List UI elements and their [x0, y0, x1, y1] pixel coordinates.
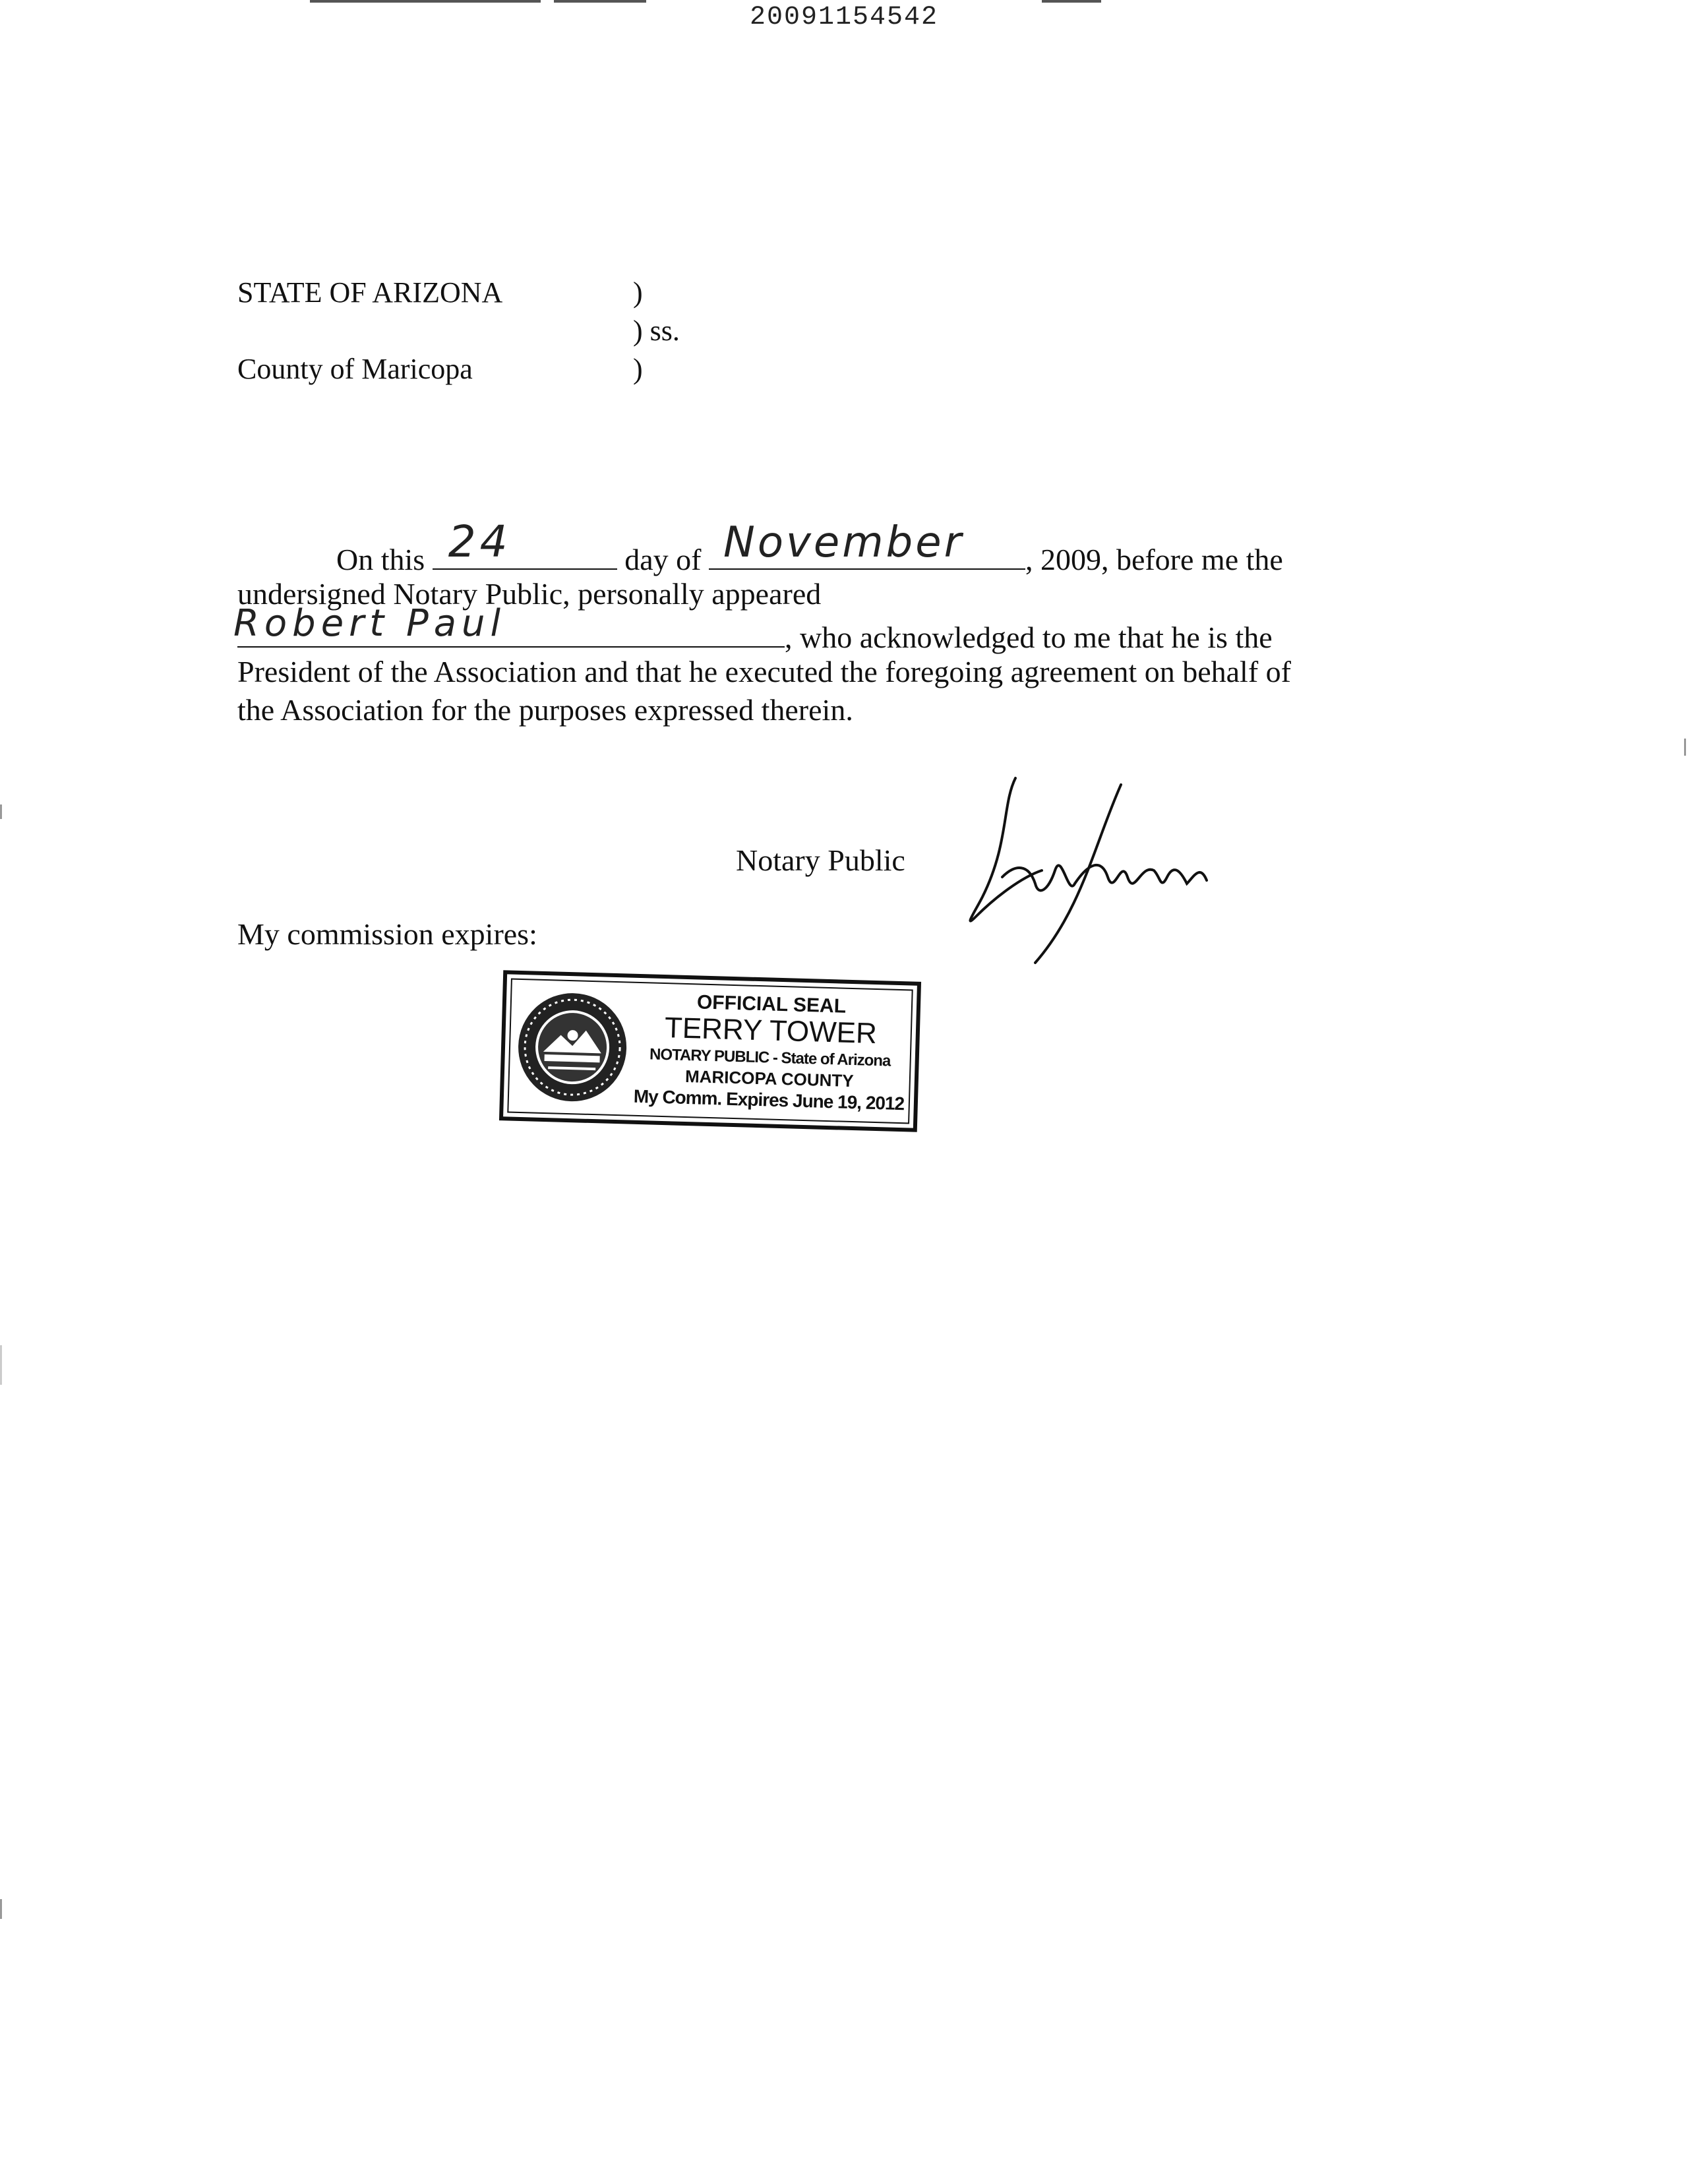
line1-prefix: On this — [336, 543, 425, 576]
day-field — [433, 516, 617, 570]
notary-signature-icon — [963, 765, 1213, 976]
scan-edge-mark — [0, 1899, 2, 1919]
scan-edge-mark — [0, 1345, 2, 1385]
acknowledgment-line-3 — [233, 602, 1273, 655]
acknowledgment-line-2: undersigned Notary Public, personally appeared — [237, 577, 822, 611]
seal-line-county: MARICOPA COUNTY — [684, 1066, 855, 1091]
name-handwritten: Robert Paul — [233, 602, 506, 645]
name-field — [233, 602, 785, 648]
line1-suffix: , 2009, before me the — [1025, 543, 1283, 576]
document-number: 20091154542 — [749, 3, 939, 32]
acknowledgment-line-5: the Association for the purposes expressed therein. — [237, 693, 853, 727]
venue-state: STATE OF ARIZONA — [237, 276, 503, 309]
seal-line-expires: My Comm. Expires June 19, 2012 — [633, 1085, 905, 1114]
seal-line-official: OFFICIAL SEAL — [696, 991, 847, 1017]
venue-paren-ss: ) ss. — [633, 315, 680, 347]
venue-paren: ) — [633, 276, 643, 309]
notary-seal-stamp — [499, 970, 921, 1132]
arizona-state-seal-icon — [513, 988, 632, 1107]
month-handwritten: November — [723, 518, 964, 567]
venue-county: County of Maricopa — [237, 353, 473, 385]
month-field — [709, 518, 1025, 570]
scan-edge-mark — [1684, 739, 1686, 756]
acknowledgment-line-1 — [336, 516, 1283, 577]
commission-expires-label: My commission expires: — [237, 917, 537, 951]
day-handwritten: 24 — [448, 516, 512, 567]
venue-paren: ) — [633, 353, 643, 385]
notary-public-label: Notary Public — [736, 843, 905, 877]
line3-suffix: , who acknowledged to me that he is the — [785, 621, 1273, 654]
seal-line-name: TERRY TOWER — [664, 1012, 878, 1050]
acknowledgment-line-4: President of the Association and that he executed the foregoing agreement on behalf of — [237, 655, 1291, 688]
line1-mid: day of — [624, 543, 702, 576]
seal-line-notary: NOTARY PUBLIC - State of Arizona — [649, 1045, 891, 1070]
scan-edge-mark — [0, 804, 2, 819]
